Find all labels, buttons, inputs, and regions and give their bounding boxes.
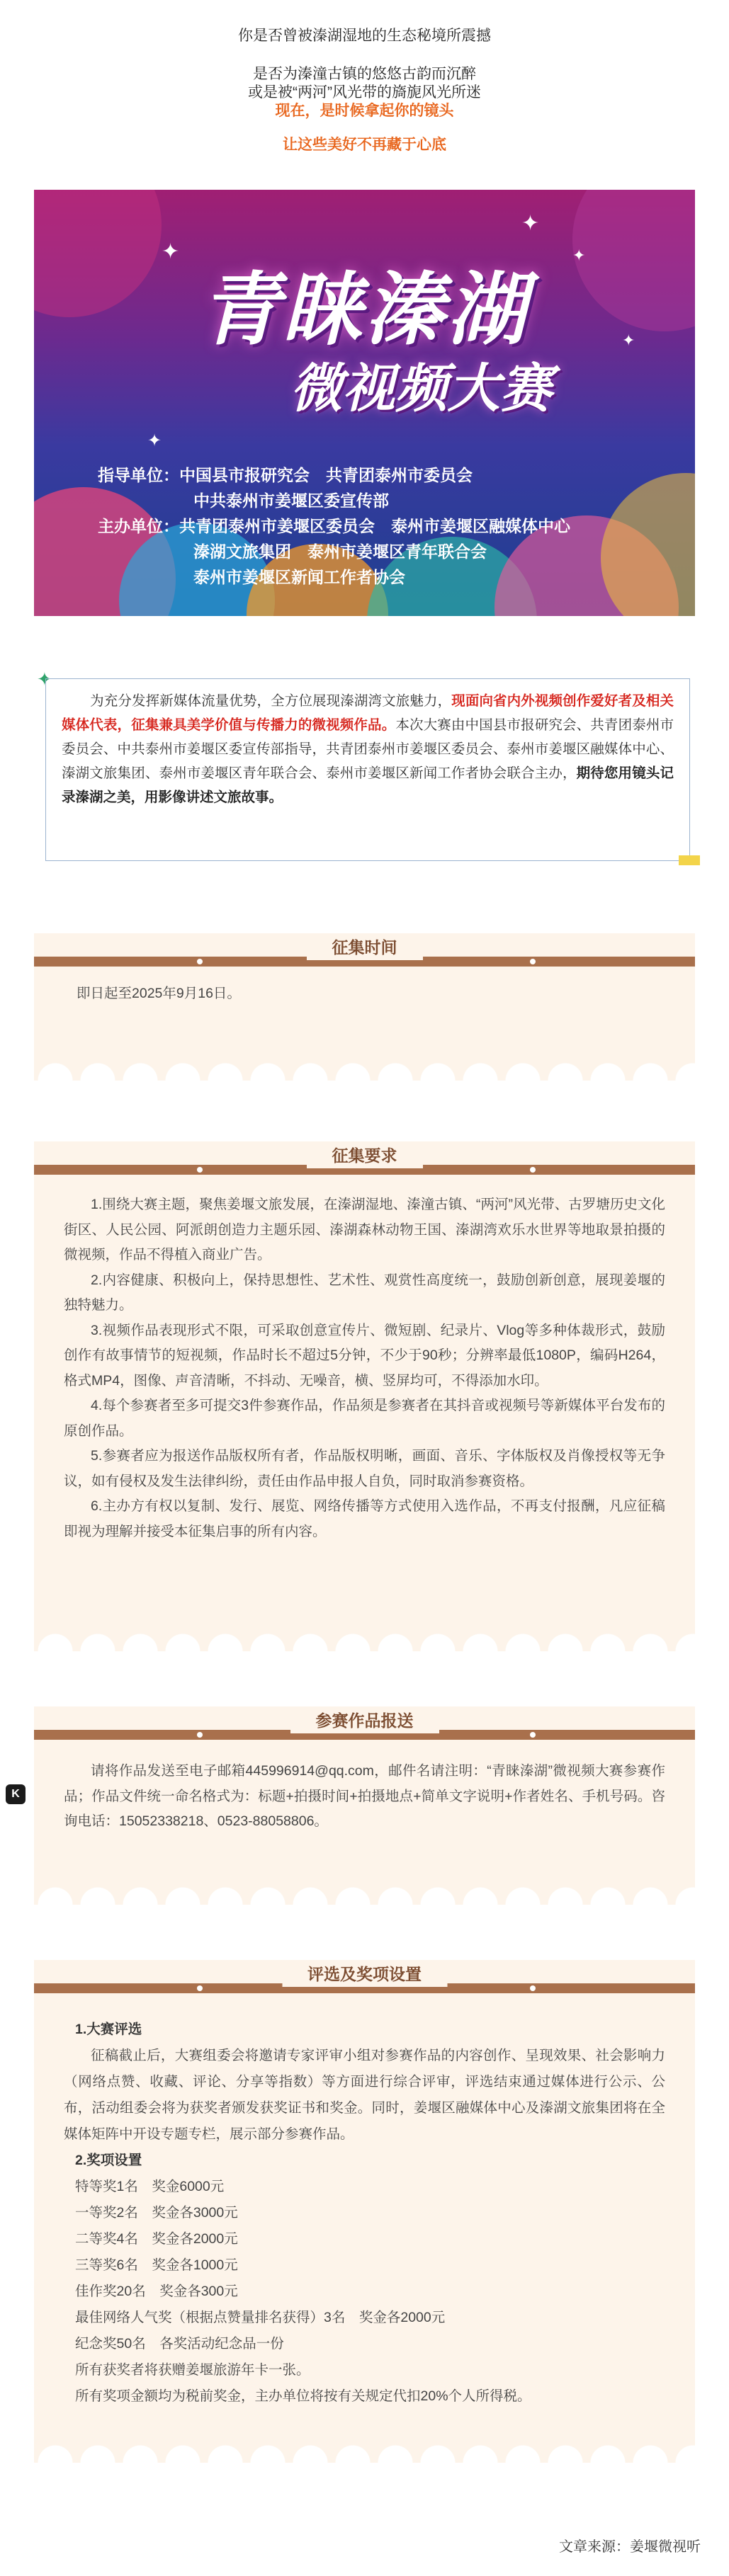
requirement-item: 2.内容健康、积极向上，保持思想性、艺术性、观赏性高度统一，鼓励创新创意，展现姜堰的独特魅力。: [64, 1272, 665, 1313]
summary-text-c: 本次大赛由中国县市报研究会、共青团泰州市委员会、中共泰州市姜堰区委宣传部指导，共青团泰州市姜堰区委员会、泰州市姜堰区融媒体中心、溱湖文旅集团、泰州市姜堰区青年联合会、泰州市姜堰区新闻工作者协会联合主办，: [62, 717, 674, 781]
summary-text-a: 为充分发挥新媒体流量优势，全方位展现溱湖湾文旅魅力，: [90, 693, 452, 709]
requirement-item: 3.视频作品表现形式不限，可采取创意宣传片、微短剧、纪录片、Vlog等多种体裁形式，鼓励创作有故事情节的短视频，作品时长不超过5分钟，不少于90秒；分辨率最低1080P，编码H264，格式MP4，图像、声音清晰，不抖动、无噪音，横、竖屏均可，不得添加水印。: [64, 1322, 665, 1389]
summary-text-bold: 期待您用镜头记录溱湖之美，用影像讲述文旅故事。: [62, 765, 674, 805]
guide-line-2: 中共泰州市姜堰区委宣传部: [193, 491, 389, 510]
guide-line-1: 中国县市报研究会 共青团泰州市委员会: [179, 466, 473, 484]
award-subheading: 1.大赛评选: [75, 2022, 142, 2037]
sparkle-icon: ✦: [162, 240, 180, 263]
award-subheading: 2.奖项设置: [75, 2153, 142, 2168]
summary-box: [45, 678, 690, 861]
intro-line-3: 或是被“两河”风光带的旖旎风光所迷: [248, 84, 481, 101]
banner-subtitle: 微视频大赛: [290, 358, 553, 419]
summary-text-highlight: 现面向省内外视频创作爱好者及相关媒体代表，征集兼具美学价值与传播力的微视频作品。: [62, 693, 674, 733]
intro-line-2: 是否为溱潼古镇的悠悠古韵而沉醉: [253, 66, 476, 82]
prize-item: 二等奖4名 奖金各2000元: [75, 2231, 238, 2247]
section-requirements: [34, 1141, 695, 1651]
section-awards: [34, 1960, 695, 2463]
intro-line-5: 让这些美好不再藏于心底: [283, 137, 446, 153]
k-badge-icon[interactable]: K: [6, 1784, 26, 1804]
intro: [0, 0, 729, 154]
prize-item: 纪念奖50名 各奖活动纪念品一份: [75, 2336, 284, 2352]
section-title: 参赛作品报送: [290, 1706, 439, 1733]
prize-item: 特等奖1名 奖金6000元: [75, 2179, 225, 2194]
section-submission: [34, 1706, 695, 1905]
article-source: 文章来源：姜堰微视听: [559, 2539, 701, 2555]
prize-item: 所有奖项金额均为税前奖金，主办单位将按有关规定代扣20%个人所得税。: [75, 2388, 531, 2404]
corner-decoration: [679, 855, 700, 865]
sparkle-icon: ✦: [572, 246, 586, 264]
intro-line-1: 你是否曾被溱湖湿地的生态秘境所震撼: [238, 28, 491, 44]
section-title: 征集时间: [307, 933, 423, 960]
intro-line-4: 现在，是时候拿起你的镜头: [275, 103, 454, 119]
section-title: 征集要求: [307, 1141, 423, 1168]
prize-item: 所有获奖者将获赠姜堰旅游年卡一张。: [75, 2362, 310, 2378]
section-time: [34, 933, 695, 1081]
sparkle-icon: ✦: [147, 431, 162, 450]
event-banner: [34, 190, 695, 616]
sparkle-icon: ✦: [622, 331, 635, 349]
requirement-item: 6.主办方有权以复制、发行、展览、网络传播等方式使用入选作品，不再支付报酬，凡应征稿即视为理解并接受本征集启事的所有内容。: [64, 1498, 665, 1539]
host-line-2: 溱湖文旅集团 泰州市姜堰区青年联合会: [193, 542, 487, 561]
prize-item: 三等奖6名 奖金各1000元: [75, 2257, 238, 2273]
submission-body: 请将作品发送至电子邮箱445996914@qq.com，邮件名请注明：“青睐溱湖”微视频大赛参赛作品；作品文件统一命名格式为：标题+拍摄时间+拍摄地点+简单文字说明+作者姓名、手机号码。咨询电话：15052338218、0523-88058806。: [64, 1763, 665, 1829]
host-line-3: 泰州市姜堰区新闻工作者协会: [193, 568, 405, 586]
guide-label: 指导单位：: [98, 466, 179, 484]
requirement-item: 1.围绕大赛主题，聚焦姜堰文旅发展，在溱湖湿地、溱潼古镇、“两河”风光带、古罗塘历史文化街区、人民公园、阿派朗创造力主题乐园、溱湖森林动物王国、溱湖湾欢乐水世界等地取景拍摄的微视频，作品不得植入商业广告。: [64, 1197, 665, 1263]
sparkle-icon: ✦: [37, 668, 52, 690]
section-title: 评选及奖项设置: [282, 1960, 447, 1987]
prize-item: 一等奖2名 奖金各3000元: [75, 2205, 238, 2221]
requirement-item: 4.每个参赛者至多可提交3件参赛作品，作品须是参赛者在其抖音或视频号等新媒体平台发布的原创作品。: [64, 1398, 665, 1439]
requirement-item: 5.参赛者应为报送作品版权所有者，作品版权明晰，画面、音乐、字体版权及肖像授权等无争议，如有侵权及发生法律纠纷，责任由作品申报人自负，同时取消参赛资格。: [64, 1448, 665, 1489]
host-label: 主办单位：: [98, 517, 179, 535]
section-time-body: 即日起至2025年9月16日。: [77, 986, 241, 1001]
prize-item: 最佳网络人气奖（根据点赞量排名获得）3名 奖金各2000元: [75, 2310, 446, 2325]
award-paragraph: 征稿截止后，大赛组委会将邀请专家评审小组对参赛作品的内容创作、呈现效果、社会影响力（网络点赞、收藏、评论、分享等指数）等方面进行综合评审，评选结束通过媒体进行公示、公布，活动组委会将为获奖者颁发获奖证书和奖金。同时，姜堰区融媒体中心及溱湖文旅集团将在全媒体矩阵中开设专题专栏，展示部分参赛作品。: [64, 2048, 665, 2142]
host-line-1: 共青团泰州市姜堰区委员会 泰州市姜堰区融媒体中心: [179, 517, 570, 535]
banner-organizers: [34, 462, 695, 590]
sparkle-icon: ✦: [521, 212, 540, 235]
prize-item: 佳作奖20名 奖金各300元: [75, 2284, 238, 2299]
banner-title: 青睐溱湖: [200, 264, 529, 356]
